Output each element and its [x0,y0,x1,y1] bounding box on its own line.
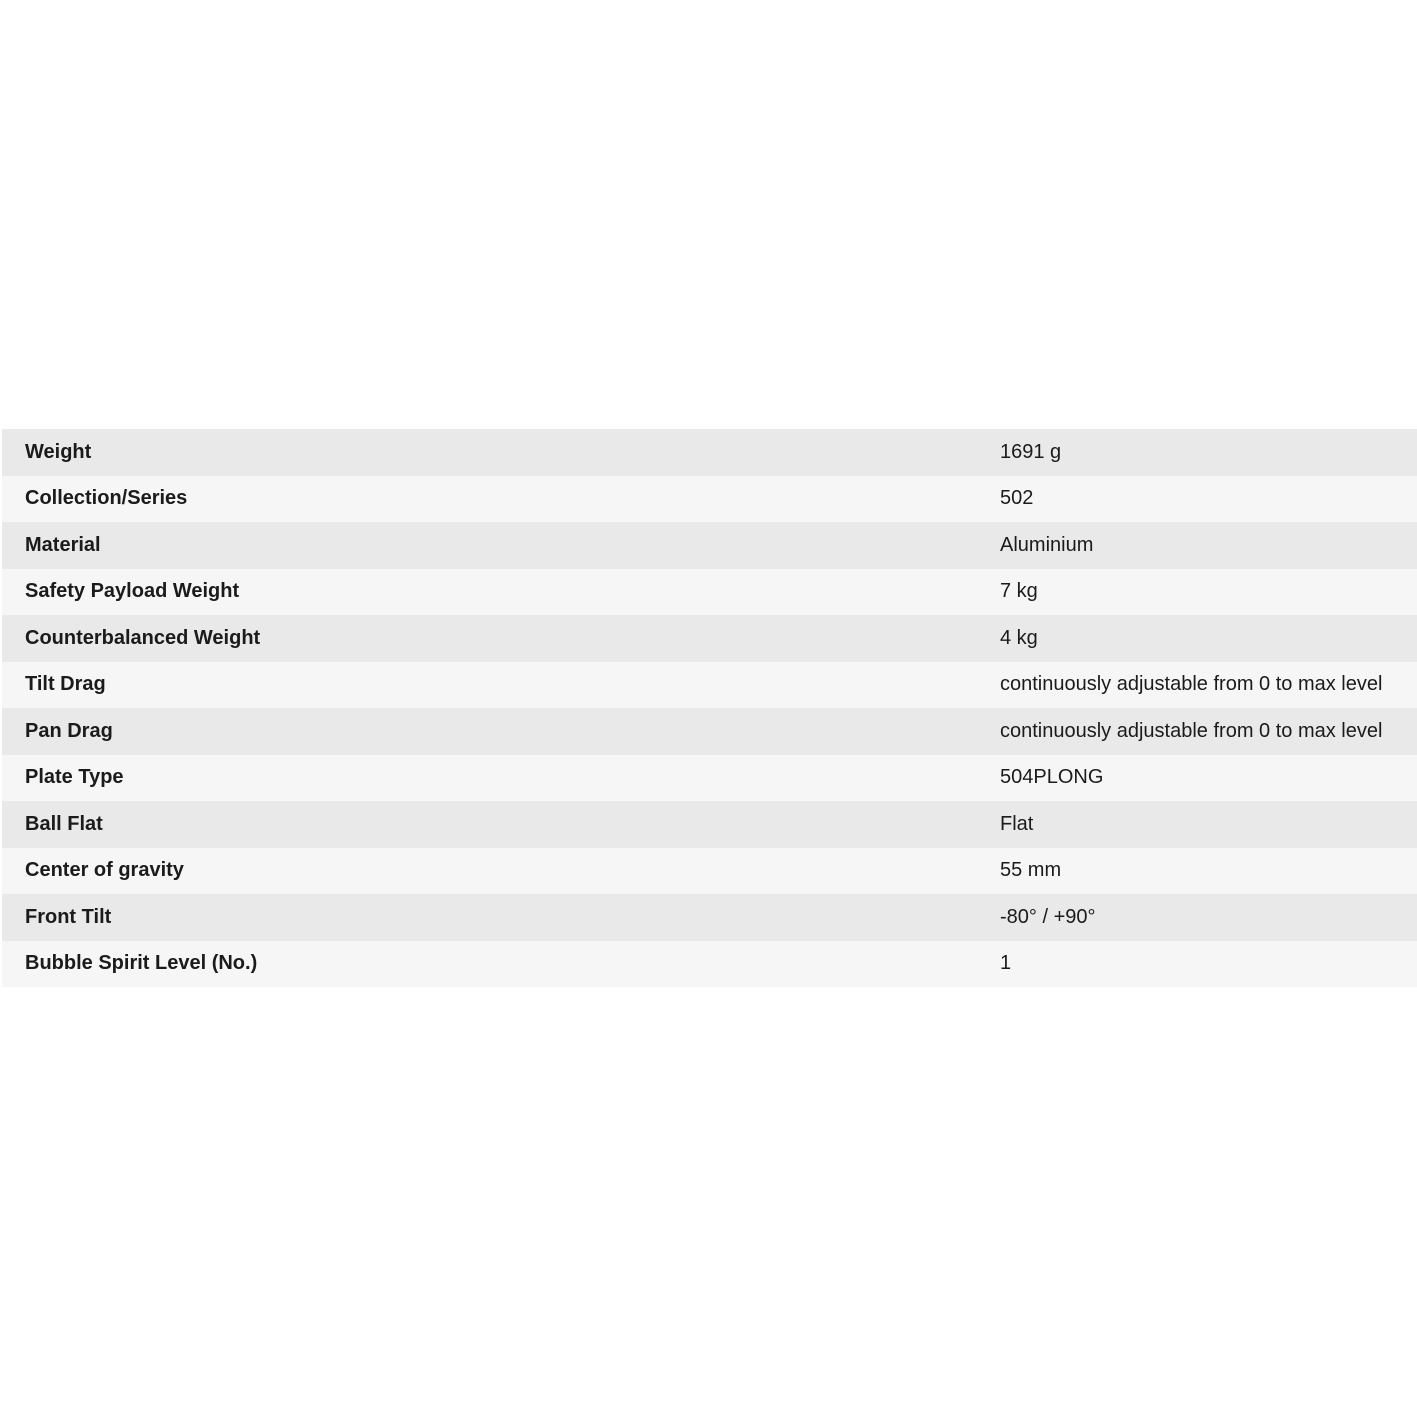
spec-row-safety-payload-weight [2,569,1417,616]
spec-label: Front Tilt [2,894,1000,941]
spec-value: 4 kg [1000,615,1417,662]
spec-row-ball-flat [2,801,1417,848]
spec-value: Flat [1000,801,1417,848]
spec-value: continuously adjustable from 0 to max level [1000,708,1417,755]
spec-row-tilt-drag [2,662,1417,709]
spec-label: Pan Drag [2,708,1000,755]
spec-value: 7 kg [1000,569,1417,616]
spec-row-weight [2,429,1417,476]
spec-value: 1 [1000,941,1417,988]
spec-row-material [2,522,1417,569]
spec-value: -80° / +90° [1000,894,1417,941]
spec-value: 1691 g [1000,429,1417,476]
spec-label: Collection/Series [2,476,1000,523]
spec-label: Material [2,522,1000,569]
spec-value: 504PLONG [1000,755,1417,802]
spec-label: Counterbalanced Weight [2,615,1000,662]
spec-label: Tilt Drag [2,662,1000,709]
spec-value: 502 [1000,476,1417,523]
spec-row-front-tilt [2,894,1417,941]
spec-row-center-of-gravity [2,848,1417,895]
spec-label: Weight [2,429,1000,476]
spec-table [2,429,1417,987]
spec-row-collection-series [2,476,1417,523]
spec-label: Bubble Spirit Level (No.) [2,941,1000,988]
spec-row-counterbalanced-weight [2,615,1417,662]
spec-value: continuously adjustable from 0 to max level [1000,662,1417,709]
spec-label: Ball Flat [2,801,1000,848]
spec-label: Center of gravity [2,848,1000,895]
spec-label: Safety Payload Weight [2,569,1000,616]
spec-label: Plate Type [2,755,1000,802]
spec-row-pan-drag [2,708,1417,755]
spec-table-body [2,429,1417,987]
spec-value: Aluminium [1000,522,1417,569]
spec-row-plate-type [2,755,1417,802]
spec-value: 55 mm [1000,848,1417,895]
spec-row-bubble-spirit-level [2,941,1417,988]
